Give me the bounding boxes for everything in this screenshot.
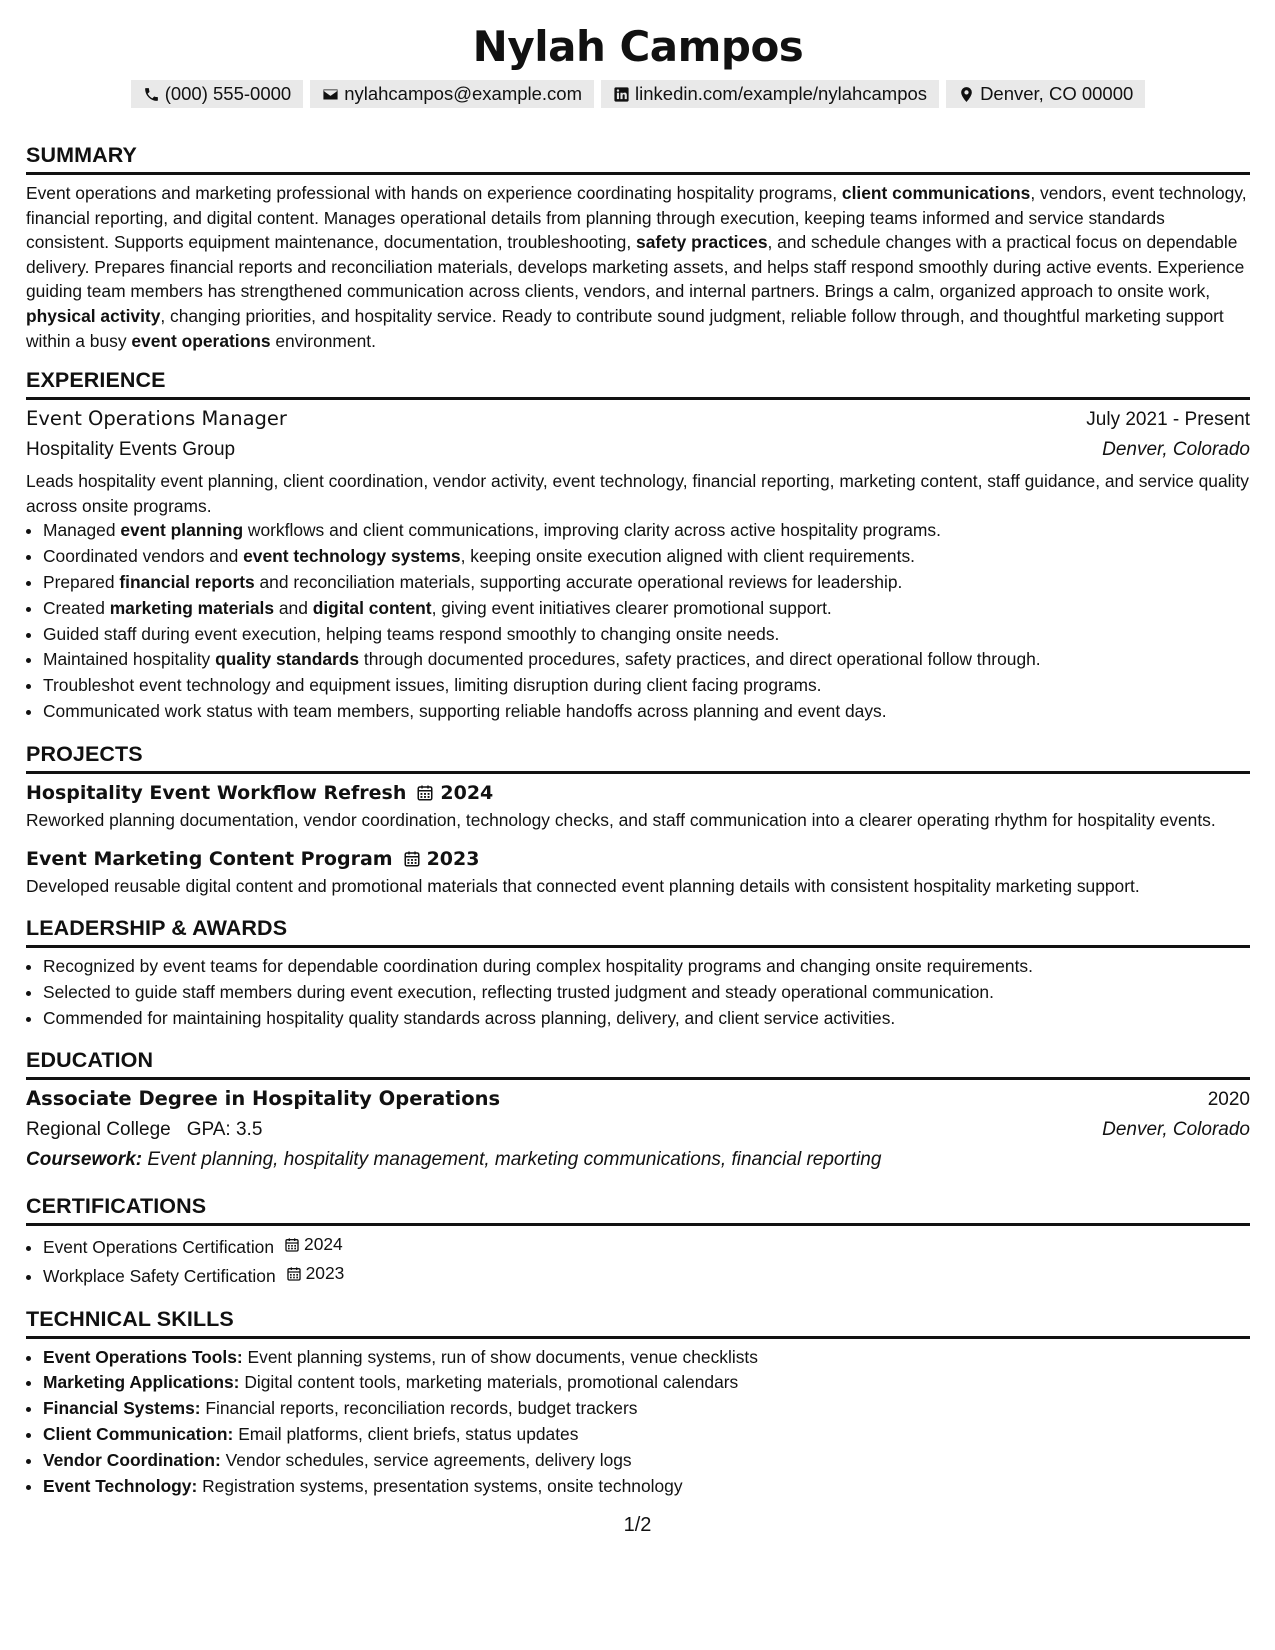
school-location: Denver, Colorado [1102,1119,1250,1141]
page-number: 1/2 [623,1514,652,1536]
contact-location [946,80,1145,108]
experience-section [26,367,1250,725]
contact-bar [26,80,1250,108]
summary-heading: SUMMARY [26,142,1250,175]
linkedin-text: linkedin.com/example/nylahcampos [635,83,928,104]
education-section [26,1047,1250,1175]
skills-section [26,1306,1250,1500]
job-company: Hospitality Events Group [26,439,236,461]
project-year: 2023 [426,848,480,871]
list-item: • Vendor Coordination: Vendor schedules, service agreements, delivery logs [43,1448,1250,1474]
project-title: Event Marketing Content Program 2023 [26,844,1250,874]
list-item: • Event Technology: Registration systems, presentation systems, onsite technology [43,1474,1250,1500]
location-text: Denver, CO 00000 [980,83,1134,104]
list-item: • Recognized by event teams for dependable coordination during complex hospitality programs and changing onsite requirements. [43,954,1250,980]
list-item: • Maintained hospitality quality standards through documented procedures, safety practices, and direct operational follow through. [43,647,1250,673]
email-text: nylahcampos@example.com [344,83,583,104]
envelope-icon [322,86,339,103]
list-item: • Workplace Safety Certification 2023 [43,1261,1250,1290]
list-item: • Commended for maintaining hospitality quality standards across planning, delivery, and client service activities. [43,1006,1250,1032]
project-year: 2024 [440,781,494,804]
list-item: • Event Operations Tools: Event planning systems, run of show documents, venue checklists [43,1345,1250,1371]
project-description: Reworked planning documentation, vendor coordination, technology checks, and staff communication into a clearer operating rhythm for hospitality events. [26,809,1216,830]
list-item: • Selected to guide staff members during event execution, reflecting trusted judgment and steady operational communication. [43,980,1250,1006]
projects-heading: PROJECTS [26,741,1250,774]
calendar-icon [416,784,434,802]
list-item: • Coordinated vendors and event technology systems, keeping onsite execution aligned with client requirements. [43,544,1250,570]
awards-list [26,954,1250,1031]
job-description: Leads hospitality event planning, client coordination, vendor activity, event technology, financial reporting, marketing content, staff guidance, and service quality across onsite programs. [26,471,1249,516]
list-item: • Prepared financial reports and reconciliation materials, supporting accurate operational reviews for leadership. [43,570,1250,596]
skills-heading: TECHNICAL SKILLS [26,1306,1250,1339]
list-item: • Troubleshot event technology and equipment issues, limiting disruption during client facing programs. [43,673,1250,699]
list-item: • Created marketing materials and digital content, giving event initiatives clearer promotional support. [43,596,1250,622]
list-item: • Marketing Applications: Digital content tools, marketing materials, promotional calendars [43,1370,1250,1396]
phone-icon [143,86,160,103]
job-location: Denver, Colorado [1102,439,1250,461]
job-subheader [26,435,1250,465]
linkedin-icon [613,86,630,103]
map-pin-icon [958,86,975,103]
list-item: • Client Communication: Email platforms, client briefs, status updates [43,1422,1250,1448]
experience-heading: EXPERIENCE [26,367,1250,400]
education-heading: EDUCATION [26,1047,1250,1080]
candidate-name: Nylah Campos [472,22,804,71]
job-header [26,404,1250,435]
certifications-heading: CERTIFICATIONS [26,1193,1250,1226]
school-info: Regional College GPA: 3.5 [26,1119,263,1141]
contact-linkedin[interactable] [601,80,939,108]
skills-list [26,1345,1250,1500]
list-item: • Managed event planning workflows and client communications, improving clarity across active hospitality programs. [43,518,1250,544]
resume-page [26,20,1250,1499]
calendar-icon [286,1266,302,1282]
list-item: • Financial Systems: Financial reports, reconciliation records, budget trackers [43,1396,1250,1422]
coursework: Coursework: Event planning, hospitality management, marketing communications, financial reporting [26,1149,882,1171]
project-title: Hospitality Event Workflow Refresh 2024 [26,778,1250,808]
contact-email[interactable] [310,80,594,108]
degree-title: Associate Degree in Hospitality Operations [26,1087,501,1111]
certifications-section [26,1193,1250,1289]
calendar-icon [403,850,421,868]
certifications-list [26,1232,1250,1289]
summary-text: Event operations and marketing professional with hands on experience coordinating hospitality programs, client communications, vendors, event technology, financial reporting, and digital content. Manages operational details from planning through execution, keeping teams informed and service standards consistent. Supports equipment maintenance, documentation, troubleshooting, safety practices, and schedule changes with a practical focus on dependable delivery. Prepares financial reports and reconciliation materials, develops marketing assets, and helps staff respond smoothly during active events. Experience guiding team members has strengthened communication across clients, vendors, and internal partners. Brings a calm, organized approach to onsite work, physical activity, changing priorities, and hospitality service. Ready to contribute sound judgment, reliable follow through, and thoughtful marketing support within a busy event operations environment. [26,183,1247,351]
awards-heading: LEADERSHIP & AWARDS [26,915,1250,948]
summary-section [26,142,1250,353]
calendar-icon [284,1237,300,1253]
job-title: Event Operations Manager [26,407,287,431]
list-item: • Communicated work status with team members, supporting reliable handoffs across planning and event days. [43,699,1250,725]
degree-year: 2020 [1207,1089,1250,1111]
projects-section [26,741,1250,899]
list-item: • Event Operations Certification 2024 [43,1232,1250,1261]
job-bullets [26,518,1250,724]
degree-row [26,1084,1250,1115]
contact-phone[interactable] [131,80,304,108]
job-dates: July 2021 - Present [1086,409,1250,431]
school-row [26,1115,1250,1145]
phone-text: (000) 555-0000 [164,83,292,104]
project-description: Developed reusable digital content and promotional materials that connected event planning details with consistent hospitality marketing support. [26,876,1140,897]
list-item: • Guided staff during event execution, helping teams respond smoothly to changing onsite needs. [43,622,1250,648]
awards-section [26,915,1250,1031]
